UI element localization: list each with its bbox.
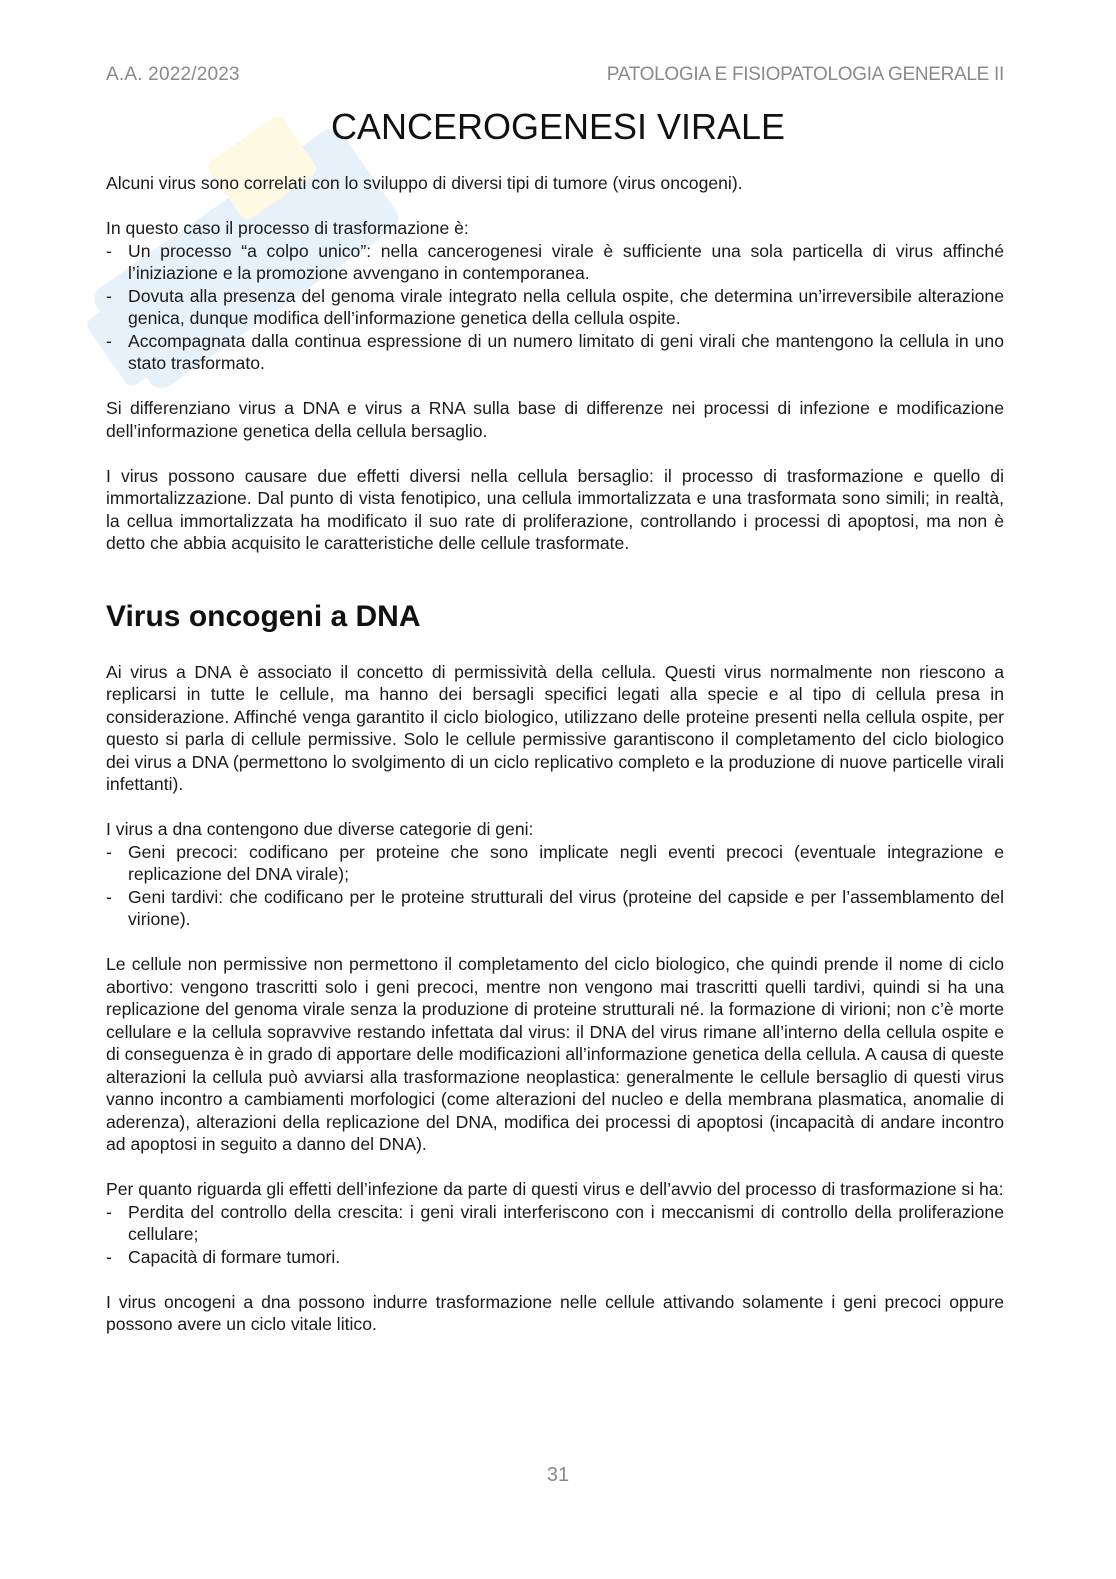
section-paragraph-5: I virus oncogeni a dna possono indurre trasformazione nelle cellule attivando solamente i geni precoci oppure possono avere un ciclo vitale litico.: [106, 1291, 1004, 1334]
bullet-dash: -: [106, 886, 112, 907]
section-paragraph-2: I virus a dna contengono due diverse categorie di geni:: [106, 819, 534, 839]
intro-paragraph-2: In questo caso il processo di trasformazione è:: [106, 218, 469, 238]
bullet-dash: -: [106, 240, 112, 261]
intro-paragraph-4: I virus possono causare due effetti diversi nella cellula bersaglio: il processo di trasformazione e quello di immortalizzazione. Dal punto di vista fenotipico, una cellula immortalizzata e una trasformata sono simili; in realtà, la cellua immortalizzata ha modificato il suo rate di proliferazione, controllando i processi di apoptosi, ma non è detto che abbia acquisito le caratteristiche delle cellule trasformate.: [106, 465, 1004, 553]
list-item: - Geni tardivi: che codificano per le proteine strutturali del virus (proteine del capside e per l’assemblamento del virione).: [106, 886, 1004, 929]
header-course: PATOLOGIA E FISIOPATOLOGIA GENERALE II: [606, 64, 1004, 85]
effects-list: [106, 1201, 1004, 1269]
header-year: A.A. 2022/2023: [106, 64, 240, 85]
list-item: - Accompagnata dalla continua espressione di un numero limitato di geni virali che mantengono la cellula in uno stato trasformato.: [106, 330, 1004, 373]
page-title: CANCEROGENESI VIRALE: [330, 106, 786, 147]
bullet-dash: -: [106, 285, 112, 306]
page-number: 31: [546, 1464, 570, 1486]
list-item: - Perdita del controllo della crescita: i geni virali interferiscono con i meccanismi di controllo della proliferazione cellulare;: [106, 1201, 1004, 1244]
bullet-dash: -: [106, 841, 112, 862]
intro-paragraph-1: Alcuni virus sono correlati con lo sviluppo di diversi tipi di tumore (virus oncogeni).: [106, 173, 743, 193]
intro-paragraph-3: Si differenziano virus a DNA e virus a RNA sulla base di differenze nei processi di infezione e modificazione dell’informazione genetica della cellula bersaglio.: [106, 398, 1004, 441]
section-paragraph-1: Ai virus a DNA è associato il concetto di permissività della cellula. Questi virus normalmente non riescono a replicarsi in tutte le cellule, ma hanno dei bersagli specifici legati alla specie e al tipo di cellula presa in considerazione. Affinché venga garantito il ciclo biologico, utilizzano delle proteine presenti nella cellula ospite, per questo si parla di cellule permissive. Solo le cellule permissive garantiscono il completamento del ciclo biologico dei virus a DNA (permettono lo svolgimento di un ciclo replicativo completo e la produzione di nuove particelle virali infettanti).: [106, 661, 1004, 794]
section-heading: Virus oncogeni a DNA: [106, 599, 421, 633]
section-paragraph-3: Le cellule non permissive non permettono il completamento del ciclo biologico, che quindi prende il nome di ciclo abortivo: vengono trascritti solo i geni precoci, mentre non vengono mai trascritti quelli tardivi, quindi si ha una replicazione del genoma virale senza la produzione di proteine strutturali né. la formazione di virioni; non c’è morte cellulare e la cellula sopravvive restando infettata dal virus: il DNA del virus rimane all’interno della cellula ospite e di conseguenza è in grado di apportare delle modificazioni all’informazione genetica della cellula. A causa di queste alterazioni la cellula può avviarsi alla trasformazione neoplastica: generalmente le cellule bersaglio di questi virus vanno incontro a cambiamenti morfologici (come alterazioni del nucleo e della membrana plasmatica, anomalie di aderenza), alterazioni della replicazione del DNA, modifica dei processi di apoptosi (incapacità di andare incontro ad apoptosi in seguito a danno del DNA).: [106, 954, 1004, 1154]
bullet-dash: -: [106, 1246, 112, 1267]
intro-list: [106, 240, 1004, 375]
list-item: - Un processo “a colpo unico”: nella cancerogenesi virale è sufficiente una sola particella di virus affinché l’iniziazione e la promozione avvengano in contemporanea.: [106, 240, 1004, 283]
bullet-dash: -: [106, 1201, 112, 1222]
list-item: - Geni precoci: codificano per proteine che sono implicate negli eventi precoci (eventuale integrazione e replicazione del DNA virale);: [106, 841, 1004, 884]
gene-list: [106, 841, 1004, 931]
section-paragraph-4: Per quanto riguarda gli effetti dell’infezione da parte di questi virus e dell’avvio del processo di trasformazione si ha:: [106, 1179, 1004, 1199]
list-item: - Capacità di formare tumori.: [106, 1246, 341, 1267]
list-item: - Dovuta alla presenza del genoma virale integrato nella cellula ospite, che determina un’irreversibile alterazione genica, dunque modifica dell’informazione genetica della cellula ospite.: [106, 285, 1004, 328]
bullet-dash: -: [106, 330, 112, 351]
document-body: [106, 172, 1004, 1358]
